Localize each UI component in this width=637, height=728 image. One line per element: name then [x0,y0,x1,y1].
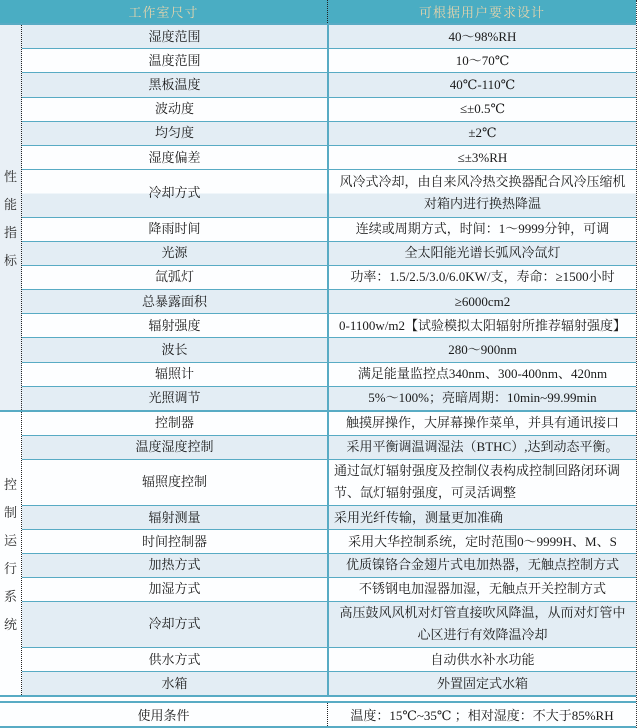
row-label: 波长 [161,342,188,358]
row-value: 连续或周期方式，时间：1～9999分钟，可调 [327,218,636,241]
row-value: 采用光纤传输，测量更加准确 [327,506,636,529]
table-row [22,436,636,460]
row-label: 湿度偏差 [148,149,201,165]
vertical-label-char: 能 [3,197,17,212]
row-label: 降雨时间 [148,221,201,237]
vertical-label-char: 运 [3,533,17,548]
table-row [22,170,636,217]
table-row [22,578,636,602]
table-row [22,242,636,266]
table-row [22,672,636,695]
row-value: ≥6000cm2 [327,290,636,313]
section-control [0,412,636,697]
table-row [22,146,636,170]
row-label: 加热方式 [148,557,201,573]
row-value: 外置固定式水箱 [327,672,636,695]
table-row [22,266,636,290]
row-value: 40～98%RH [327,25,636,48]
vertical-label-char: 统 [3,617,17,632]
row-label: 温度湿度控制 [135,439,214,455]
table-row [22,648,636,672]
row-value: 满足能量监控点340nm、300-400nm、420nm [327,363,636,386]
table-row [22,25,636,49]
row-value: 0-1100w/m2【试验模拟太阳辐射所推荐辐射强度】 [327,314,636,337]
vertical-label-performance [0,25,22,410]
footer-value: 温度：15℃~35℃ ；相对湿度：不大于85%RH [350,708,614,723]
row-label: 波动度 [154,101,194,117]
row-value: ≤±0.5℃ [327,98,636,121]
header-col-custom-design: 可根据用户要求设计 [418,5,545,20]
row-label: 控制器 [154,415,194,431]
row-label: 时间控制器 [141,533,207,549]
table-row [22,554,636,578]
row-value: 自动供水补水功能 [327,648,636,671]
header-col-workroom-size: 工作室尺寸 [0,0,328,23]
vertical-label-char: 行 [3,561,17,576]
table-row [22,530,636,554]
row-value: 触摸屏操作，大屏幕操作菜单，并具有通讯接口 [327,412,636,435]
row-label: 供水方式 [148,651,201,667]
row-value: 风冷式冷却，由自来风冷热交换器配合风冷压缩机对箱内进行换热降温 [327,170,636,216]
row-value: 10～70℃ [327,49,636,72]
table-row [22,363,636,387]
row-value: 功率：1.5/2.5/3.0/6.0KW/支，寿命：≥1500小时 [327,266,636,289]
table-header [0,0,636,25]
footer-label: 使用条件 [0,703,328,726]
vertical-label-char: 系 [3,589,17,604]
table-row [22,460,636,507]
row-value: 280～900nm [327,338,636,361]
control-rows [22,412,636,695]
table-row [22,314,636,338]
row-label: 加湿方式 [148,581,201,597]
vertical-label-char: 制 [3,505,17,520]
table-row [22,49,636,73]
row-label: 辐射测量 [148,509,201,525]
vertical-label-char: 标 [3,253,17,268]
row-value: 采用平衡调温调湿法（BTHC）,达到动态平衡。 [327,436,636,459]
performance-rows [22,25,636,410]
table-row [22,506,636,530]
row-value: 全太阳能光谱长弧风冷氙灯 [327,242,636,265]
row-value: 不锈钢电加湿器加湿，无触点开关控制方式 [327,578,636,601]
row-value: ±2℃ [327,122,636,145]
row-value: 高压鼓风风机对灯管直接吹风降温，从而对灯管中心区进行有效降温冷却 [327,602,636,648]
vertical-label-char: 控 [3,477,17,492]
table-row [22,73,636,97]
row-label: 光照调节 [148,390,201,406]
row-label: 辐照度控制 [141,474,207,490]
row-label: 均匀度 [154,125,194,141]
row-value: 40℃-110℃ [327,73,636,96]
vertical-label-char: 指 [3,225,17,240]
row-label: 光源 [161,245,188,261]
table-row [22,122,636,146]
row-value: ≤±3%RH [327,146,636,169]
row-label: 辐照计 [154,366,194,382]
table-row [22,218,636,242]
row-label: 黑板温度 [148,76,201,92]
row-label: 冷却方式 [148,185,201,201]
table-row [22,338,636,362]
row-label: 冷却方式 [148,616,201,632]
row-value: 通过氙灯辐射强度及控制仪表构成控制回路闭环调节、氙灯辐射强度，可灵活调整 [327,460,636,506]
section-performance [0,25,636,412]
footer-row [0,701,636,728]
row-label: 温度范围 [148,52,201,68]
row-label: 辐射强度 [148,317,201,333]
row-value: 5%～100%；亮暗周期：10min~99.99min [327,387,636,410]
table-row [22,412,636,436]
vertical-label-control [0,412,22,695]
row-label: 氙弧灯 [154,269,194,285]
vertical-label-char: 性 [3,169,17,184]
row-label: 水箱 [161,675,188,691]
table-row [22,290,636,314]
table-row [22,387,636,410]
table-row [22,602,636,649]
row-label: 总暴露面积 [141,293,207,309]
row-label: 湿度范围 [148,28,201,44]
row-value: 优质镍铬合金翅片式电加热器，无触点控制方式 [327,554,636,577]
row-value: 采用大华控制系统，定时范围0～9999H、M、S [327,530,636,553]
table-row [22,98,636,122]
